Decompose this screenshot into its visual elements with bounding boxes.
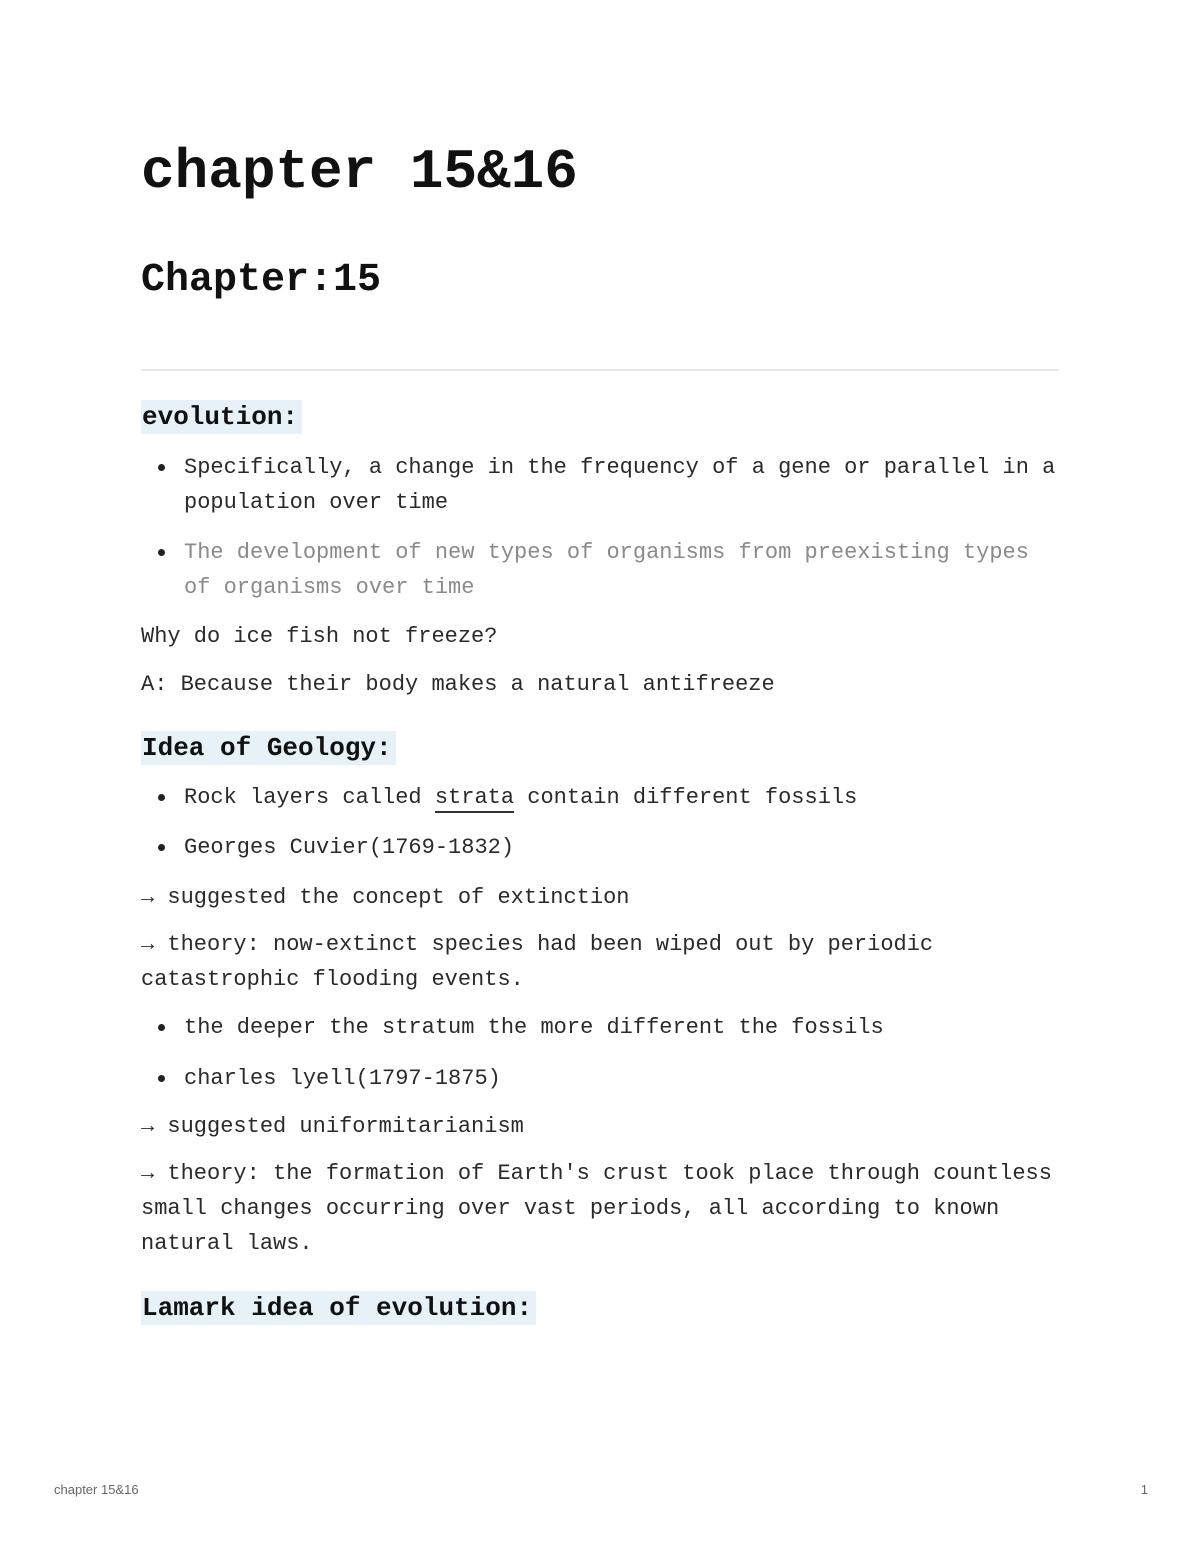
note-text: → theory: now-extinct species had been wiped out by periodic catastrophic flooding events. [141, 932, 947, 992]
list-item-text: The development of new types of organisms from preexisting types of organisms over time [184, 540, 1043, 600]
note-text: → suggested uniformitarianism [141, 1114, 524, 1139]
footer-page-number: 1 [1140, 1482, 1148, 1497]
bullet-icon [158, 794, 165, 801]
section-heading-lamark: Lamark idea of evolution: [141, 1291, 536, 1325]
list-item-text: the deeper the stratum the more different the fossils [184, 1015, 884, 1040]
answer-text: A: Because their body makes a natural antifreeze [141, 672, 775, 697]
section-heading-geology: Idea of Geology: [141, 731, 396, 765]
bullet-icon [158, 464, 165, 471]
strata-suffix: contain different fossils [514, 785, 858, 810]
list-item-text: charles lyell(1797-1875) [184, 1066, 501, 1091]
bullet-icon [158, 1075, 165, 1082]
strata-term: strata [435, 785, 514, 813]
note-text: → theory: the formation of Earth's crust took place through countless small changes occurring over vast periods, all according to known natural laws. [141, 1161, 1066, 1256]
bullet-icon [158, 844, 165, 851]
bullet-icon [158, 549, 165, 556]
note-text: → suggested the concept of extinction [141, 885, 630, 910]
list-item-text: Specifically, a change in the frequency of a gene or parallel in a population over time [184, 455, 1069, 515]
footer-doc-name: chapter 15&16 [54, 1482, 139, 1497]
list-item-text: Georges Cuvier(1769-1832) [184, 835, 515, 860]
section-heading-evolution: evolution: [141, 400, 302, 434]
page-title: chapter 15&16 [141, 140, 578, 204]
divider [141, 369, 1059, 371]
strata-prefix: Rock layers called [184, 785, 435, 810]
list-item-text [184, 780, 1059, 815]
chapter-heading: Chapter:15 [141, 258, 382, 303]
bullet-icon [158, 1024, 165, 1031]
question-text: Why do ice fish not freeze? [141, 624, 498, 649]
